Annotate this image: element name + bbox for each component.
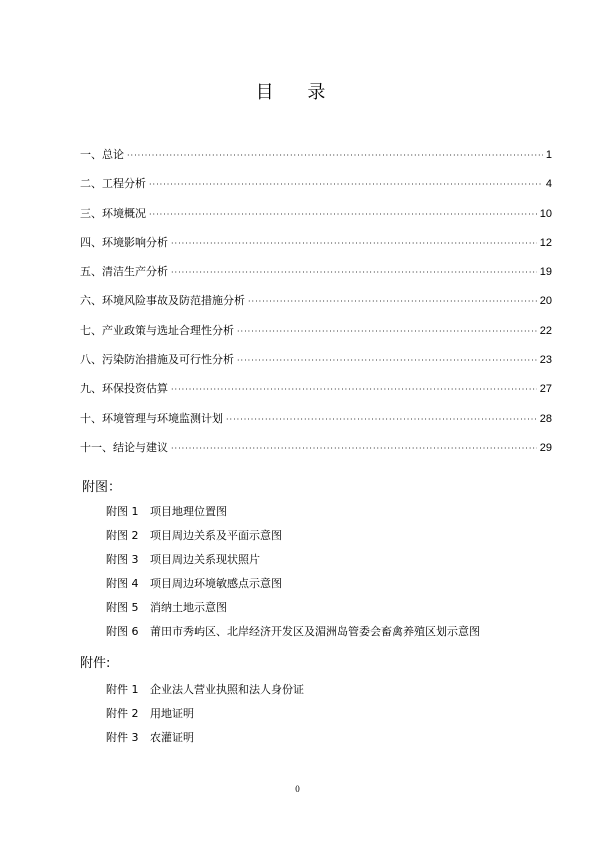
toc-entry-page: 10	[539, 207, 552, 220]
toc-entry	[80, 322, 552, 351]
attachment-number: 附件 2	[106, 707, 139, 720]
toc-entry-label: 十一、结论与建议	[80, 440, 168, 454]
toc-entry-page: 19	[539, 266, 552, 279]
toc-leader-dots	[127, 151, 543, 160]
figure-number: 附图 1	[106, 505, 139, 518]
toc-entry-page: 29	[539, 441, 552, 454]
toc-entry-label: 七、产业政策与选址合理性分析	[80, 323, 234, 337]
attachment-number: 附件 1	[106, 683, 139, 696]
toc-entry	[80, 263, 552, 292]
attachments-list	[106, 681, 304, 753]
figures-heading: 附图：	[82, 480, 122, 495]
list-item	[106, 705, 304, 729]
toc-entry	[80, 146, 552, 175]
toc-entry-label: 八、污染防治措施及可行性分析	[80, 353, 234, 367]
figure-number: 附图 2	[106, 529, 139, 542]
figure-title: 项目周边环境敏感点示意图	[150, 577, 282, 590]
list-item	[106, 623, 480, 647]
toc-entry	[80, 410, 552, 439]
toc-entry-page: 4	[545, 178, 552, 191]
figure-title: 消纳土地示意图	[150, 601, 227, 614]
list-item	[106, 551, 480, 575]
figure-number: 附图 3	[106, 553, 139, 566]
toc-entry-page: 22	[539, 324, 552, 337]
figures-list	[106, 503, 480, 647]
toc-entry-label: 十、环境管理与环境监测计划	[80, 411, 223, 425]
toc-entry-page: 28	[539, 412, 552, 425]
figure-title: 莆田市秀屿区、北岸经济开发区及湄洲岛管委会畜禽养殖区划示意图	[150, 625, 480, 638]
table-of-contents	[80, 146, 552, 468]
toc-entry-page: 12	[539, 236, 552, 249]
toc-entry-page: 1	[545, 149, 552, 161]
toc-entry	[80, 439, 552, 468]
toc-leader-dots	[237, 356, 537, 365]
figure-number: 附图 6	[106, 625, 139, 638]
toc-leader-dots	[149, 210, 537, 219]
toc-entry	[80, 205, 552, 234]
list-item	[106, 599, 480, 623]
list-item	[106, 729, 304, 753]
toc-entry	[80, 234, 552, 263]
toc-leader-dots	[248, 297, 537, 306]
toc-entry-label: 五、清洁生产分析	[80, 265, 168, 279]
toc-entry	[80, 351, 552, 380]
attachment-title: 用地证明	[150, 707, 194, 720]
attachments-heading: 附件:	[80, 656, 111, 671]
list-item	[106, 527, 480, 551]
page-number: 0	[295, 784, 300, 794]
toc-entry-label: 六、环境风险事故及防范措施分析	[80, 294, 245, 308]
toc-leader-dots	[171, 444, 537, 453]
toc-entry-page: 27	[539, 383, 552, 396]
toc-leader-dots	[226, 415, 537, 424]
figure-number: 附图 5	[106, 601, 139, 614]
list-item	[106, 575, 480, 599]
toc-leader-dots	[171, 268, 537, 277]
figure-title: 项目周边关系及平面示意图	[150, 529, 282, 542]
toc-leader-dots	[149, 180, 543, 189]
attachment-title: 农灌证明	[150, 731, 194, 744]
toc-entry	[80, 175, 552, 204]
figure-number: 附图 4	[106, 577, 139, 590]
list-item	[106, 503, 480, 527]
attachment-title: 企业法人营业执照和法人身份证	[150, 683, 304, 696]
figure-title: 项目地理位置图	[150, 505, 227, 518]
toc-entry-page: 20	[539, 295, 552, 308]
toc-entry	[80, 380, 552, 409]
toc-leader-dots	[237, 327, 537, 336]
toc-entry-label: 四、环境影响分析	[80, 235, 168, 249]
toc-leader-dots	[171, 385, 537, 394]
figure-title: 项目周边关系现状照片	[150, 553, 260, 566]
list-item	[106, 681, 304, 705]
toc-entry-label: 九、环保投资估算	[80, 382, 168, 396]
attachment-number: 附件 3	[106, 731, 139, 744]
toc-leader-dots	[171, 239, 537, 248]
toc-entry-label: 二、工程分析	[80, 177, 146, 191]
page-title: 目 录	[255, 82, 340, 103]
toc-entry-label: 三、环境概况	[80, 206, 146, 220]
toc-entry-label: 一、总论	[80, 148, 124, 161]
toc-entry-page: 23	[539, 354, 552, 367]
toc-entry	[80, 292, 552, 321]
